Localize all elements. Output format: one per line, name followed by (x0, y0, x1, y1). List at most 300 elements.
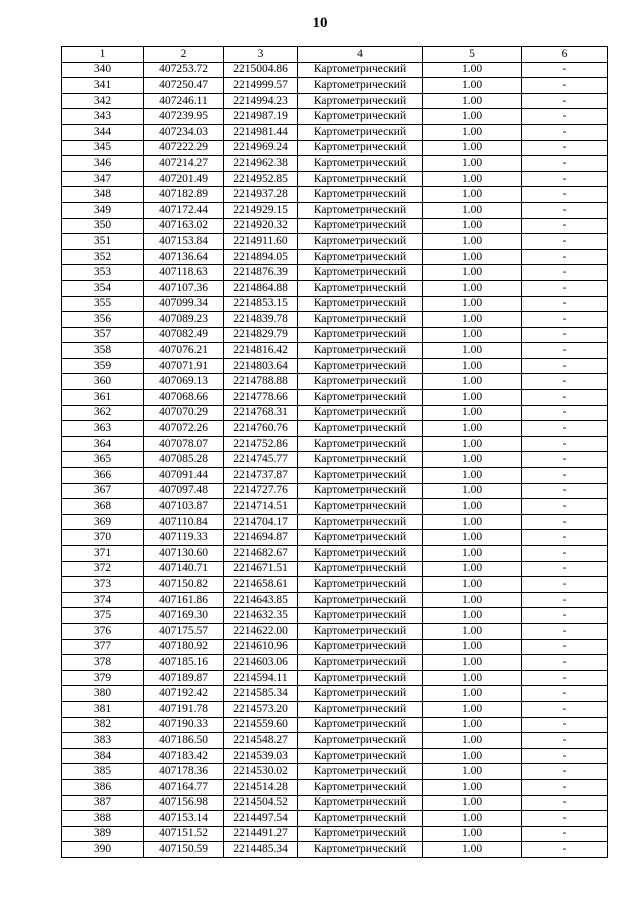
note-cell: - (522, 701, 608, 717)
accuracy-cell: 1.00 (423, 733, 522, 749)
x-coordinate-cell: 407070.29 (144, 405, 224, 421)
note-cell: - (522, 764, 608, 780)
method-cell: Картометрический (298, 639, 423, 655)
x-coordinate-cell: 407156.98 (144, 795, 224, 811)
point-number-cell: 357 (62, 327, 144, 343)
x-coordinate-cell: 407078.07 (144, 436, 224, 452)
note-cell: - (522, 436, 608, 452)
note-cell: - (522, 296, 608, 312)
method-cell: Картометрический (298, 140, 423, 156)
point-number-cell: 369 (62, 514, 144, 530)
table-row (62, 577, 608, 593)
point-number-cell: 366 (62, 468, 144, 484)
point-number-cell: 342 (62, 93, 144, 109)
x-coordinate-cell: 407253.72 (144, 62, 224, 78)
point-number-cell: 381 (62, 701, 144, 717)
y-coordinate-cell: 2214594.11 (224, 670, 298, 686)
y-coordinate-cell: 2214952.85 (224, 171, 298, 187)
note-cell: - (522, 842, 608, 858)
column-header: 6 (522, 47, 608, 63)
y-coordinate-cell: 2214937.28 (224, 187, 298, 203)
x-coordinate-cell: 407234.03 (144, 124, 224, 140)
note-cell: - (522, 156, 608, 172)
y-coordinate-cell: 2214816.42 (224, 343, 298, 359)
accuracy-cell: 1.00 (423, 530, 522, 546)
x-coordinate-cell: 407222.29 (144, 140, 224, 156)
point-number-cell: 387 (62, 795, 144, 811)
point-number-cell: 365 (62, 452, 144, 468)
note-cell: - (522, 124, 608, 140)
method-cell: Картометрический (298, 826, 423, 842)
note-cell: - (522, 826, 608, 842)
x-coordinate-cell: 407150.59 (144, 842, 224, 858)
table-row (62, 62, 608, 78)
method-cell: Картометрический (298, 343, 423, 359)
x-coordinate-cell: 407201.49 (144, 171, 224, 187)
y-coordinate-cell: 2214962.38 (224, 156, 298, 172)
table-row (62, 405, 608, 421)
note-cell: - (522, 686, 608, 702)
point-number-cell: 349 (62, 202, 144, 218)
point-number-cell: 364 (62, 436, 144, 452)
x-coordinate-cell: 407246.11 (144, 93, 224, 109)
accuracy-cell: 1.00 (423, 187, 522, 203)
table-row (62, 764, 608, 780)
method-cell: Картометрический (298, 530, 423, 546)
accuracy-cell: 1.00 (423, 265, 522, 281)
method-cell: Картометрический (298, 202, 423, 218)
point-number-cell: 343 (62, 109, 144, 125)
accuracy-cell: 1.00 (423, 483, 522, 499)
method-cell: Картометрический (298, 670, 423, 686)
method-cell: Картометрический (298, 62, 423, 78)
point-number-cell: 371 (62, 546, 144, 562)
point-number-cell: 354 (62, 280, 144, 296)
y-coordinate-cell: 2214632.35 (224, 608, 298, 624)
table-row (62, 655, 608, 671)
accuracy-cell: 1.00 (423, 701, 522, 717)
table-row (62, 530, 608, 546)
table-row (62, 374, 608, 390)
note-cell: - (522, 343, 608, 359)
point-number-cell: 370 (62, 530, 144, 546)
point-number-cell: 380 (62, 686, 144, 702)
point-number-cell: 351 (62, 234, 144, 250)
y-coordinate-cell: 2214839.78 (224, 312, 298, 328)
accuracy-cell: 1.00 (423, 436, 522, 452)
y-coordinate-cell: 2214737.87 (224, 468, 298, 484)
x-coordinate-cell: 407151.52 (144, 826, 224, 842)
table-row (62, 124, 608, 140)
x-coordinate-cell: 407072.26 (144, 421, 224, 437)
method-cell: Картометрический (298, 327, 423, 343)
coordinates-table (61, 46, 608, 858)
note-cell: - (522, 811, 608, 827)
point-number-cell: 372 (62, 561, 144, 577)
accuracy-cell: 1.00 (423, 327, 522, 343)
note-cell: - (522, 93, 608, 109)
table-row (62, 390, 608, 406)
note-cell: - (522, 358, 608, 374)
table-row (62, 93, 608, 109)
method-cell: Картометрический (298, 717, 423, 733)
accuracy-cell: 1.00 (423, 124, 522, 140)
header-row (62, 47, 608, 63)
x-coordinate-cell: 407250.47 (144, 78, 224, 94)
note-cell: - (522, 546, 608, 562)
accuracy-cell: 1.00 (423, 140, 522, 156)
table-row (62, 312, 608, 328)
x-coordinate-cell: 407239.95 (144, 109, 224, 125)
point-number-cell: 383 (62, 733, 144, 749)
method-cell: Картометрический (298, 795, 423, 811)
note-cell: - (522, 280, 608, 296)
table-row (62, 670, 608, 686)
point-number-cell: 360 (62, 374, 144, 390)
accuracy-cell: 1.00 (423, 156, 522, 172)
x-coordinate-cell: 407164.77 (144, 779, 224, 795)
page-number: 10 (312, 15, 328, 31)
table-row (62, 109, 608, 125)
accuracy-cell: 1.00 (423, 577, 522, 593)
column-header: 3 (224, 47, 298, 63)
x-coordinate-cell: 407153.14 (144, 811, 224, 827)
x-coordinate-cell: 407136.64 (144, 249, 224, 265)
accuracy-cell: 1.00 (423, 514, 522, 530)
y-coordinate-cell: 2214671.51 (224, 561, 298, 577)
point-number-cell: 346 (62, 156, 144, 172)
table-row (62, 202, 608, 218)
x-coordinate-cell: 407118.63 (144, 265, 224, 281)
x-coordinate-cell: 407163.02 (144, 218, 224, 234)
column-header: 1 (62, 47, 144, 63)
table-header (62, 47, 608, 63)
y-coordinate-cell: 2214622.00 (224, 623, 298, 639)
accuracy-cell: 1.00 (423, 452, 522, 468)
y-coordinate-cell: 2214778.66 (224, 390, 298, 406)
method-cell: Картометрический (298, 234, 423, 250)
y-coordinate-cell: 2214610.96 (224, 639, 298, 655)
method-cell: Картометрический (298, 483, 423, 499)
x-coordinate-cell: 407169.30 (144, 608, 224, 624)
table-row (62, 187, 608, 203)
table-row (62, 452, 608, 468)
note-cell: - (522, 187, 608, 203)
y-coordinate-cell: 2214994.23 (224, 93, 298, 109)
y-coordinate-cell: 2214745.77 (224, 452, 298, 468)
x-coordinate-cell: 407140.71 (144, 561, 224, 577)
note-cell: - (522, 405, 608, 421)
x-coordinate-cell: 407185.16 (144, 655, 224, 671)
point-number-cell: 377 (62, 639, 144, 655)
table-row (62, 748, 608, 764)
x-coordinate-cell: 407089.23 (144, 312, 224, 328)
y-coordinate-cell: 2214658.61 (224, 577, 298, 593)
point-number-cell: 347 (62, 171, 144, 187)
point-number-cell: 355 (62, 296, 144, 312)
accuracy-cell: 1.00 (423, 592, 522, 608)
accuracy-cell: 1.00 (423, 468, 522, 484)
method-cell: Картометрический (298, 187, 423, 203)
y-coordinate-cell: 2214485.34 (224, 842, 298, 858)
y-coordinate-cell: 2214727.76 (224, 483, 298, 499)
accuracy-cell: 1.00 (423, 405, 522, 421)
x-coordinate-cell: 407186.50 (144, 733, 224, 749)
accuracy-cell: 1.00 (423, 93, 522, 109)
method-cell: Картометрический (298, 733, 423, 749)
method-cell: Картометрический (298, 156, 423, 172)
method-cell: Картометрический (298, 405, 423, 421)
table-row (62, 811, 608, 827)
point-number-cell: 386 (62, 779, 144, 795)
method-cell: Картометрический (298, 514, 423, 530)
y-coordinate-cell: 2214969.24 (224, 140, 298, 156)
method-cell: Картометрический (298, 78, 423, 94)
note-cell: - (522, 483, 608, 499)
method-cell: Картометрический (298, 296, 423, 312)
x-coordinate-cell: 407214.27 (144, 156, 224, 172)
x-coordinate-cell: 407068.66 (144, 390, 224, 406)
table-row (62, 546, 608, 562)
note-cell: - (522, 218, 608, 234)
x-coordinate-cell: 407150.82 (144, 577, 224, 593)
method-cell: Картометрический (298, 436, 423, 452)
method-cell: Картометрический (298, 655, 423, 671)
accuracy-cell: 1.00 (423, 811, 522, 827)
note-cell: - (522, 733, 608, 749)
y-coordinate-cell: 2214603.06 (224, 655, 298, 671)
x-coordinate-cell: 407076.21 (144, 343, 224, 359)
x-coordinate-cell: 407153.84 (144, 234, 224, 250)
point-number-cell: 367 (62, 483, 144, 499)
y-coordinate-cell: 2214752.86 (224, 436, 298, 452)
method-cell: Картометрический (298, 608, 423, 624)
x-coordinate-cell: 407161.86 (144, 592, 224, 608)
x-coordinate-cell: 407085.28 (144, 452, 224, 468)
method-cell: Картометрический (298, 312, 423, 328)
y-coordinate-cell: 2214803.64 (224, 358, 298, 374)
note-cell: - (522, 670, 608, 686)
point-number-cell: 340 (62, 62, 144, 78)
y-coordinate-cell: 2214911.60 (224, 234, 298, 250)
point-number-cell: 348 (62, 187, 144, 203)
point-number-cell: 352 (62, 249, 144, 265)
note-cell: - (522, 312, 608, 328)
note-cell: - (522, 655, 608, 671)
note-cell: - (522, 249, 608, 265)
y-coordinate-cell: 2215004.86 (224, 62, 298, 78)
note-cell: - (522, 592, 608, 608)
x-coordinate-cell: 407189.87 (144, 670, 224, 686)
accuracy-cell: 1.00 (423, 374, 522, 390)
note-cell: - (522, 234, 608, 250)
x-coordinate-cell: 407172.44 (144, 202, 224, 218)
table-row (62, 78, 608, 94)
point-number-cell: 358 (62, 343, 144, 359)
point-number-cell: 379 (62, 670, 144, 686)
accuracy-cell: 1.00 (423, 546, 522, 562)
accuracy-cell: 1.00 (423, 795, 522, 811)
y-coordinate-cell: 2214694.87 (224, 530, 298, 546)
note-cell: - (522, 171, 608, 187)
y-coordinate-cell: 2214548.27 (224, 733, 298, 749)
table-row (62, 842, 608, 858)
table-row (62, 327, 608, 343)
point-number-cell: 378 (62, 655, 144, 671)
accuracy-cell: 1.00 (423, 296, 522, 312)
y-coordinate-cell: 2214643.85 (224, 592, 298, 608)
accuracy-cell: 1.00 (423, 421, 522, 437)
y-coordinate-cell: 2214999.57 (224, 78, 298, 94)
method-cell: Картометрический (298, 592, 423, 608)
table-row (62, 421, 608, 437)
y-coordinate-cell: 2214987.19 (224, 109, 298, 125)
point-number-cell: 363 (62, 421, 144, 437)
method-cell: Картометрический (298, 468, 423, 484)
table-row (62, 468, 608, 484)
method-cell: Картометрический (298, 842, 423, 858)
accuracy-cell: 1.00 (423, 249, 522, 265)
table-row (62, 343, 608, 359)
note-cell: - (522, 140, 608, 156)
y-coordinate-cell: 2214585.34 (224, 686, 298, 702)
x-coordinate-cell: 407071.91 (144, 358, 224, 374)
table-row (62, 218, 608, 234)
table-row (62, 561, 608, 577)
accuracy-cell: 1.00 (423, 171, 522, 187)
note-cell: - (522, 577, 608, 593)
accuracy-cell: 1.00 (423, 358, 522, 374)
method-cell: Картометрический (298, 546, 423, 562)
y-coordinate-cell: 2214682.67 (224, 546, 298, 562)
y-coordinate-cell: 2214768.31 (224, 405, 298, 421)
point-number-cell: 341 (62, 78, 144, 94)
note-cell: - (522, 327, 608, 343)
point-number-cell: 382 (62, 717, 144, 733)
note-cell: - (522, 468, 608, 484)
note-cell: - (522, 78, 608, 94)
method-cell: Картометрический (298, 124, 423, 140)
point-number-cell: 368 (62, 499, 144, 515)
x-coordinate-cell: 407119.33 (144, 530, 224, 546)
note-cell: - (522, 561, 608, 577)
x-coordinate-cell: 407182.89 (144, 187, 224, 203)
x-coordinate-cell: 407175.57 (144, 623, 224, 639)
x-coordinate-cell: 407191.78 (144, 701, 224, 717)
method-cell: Картометрический (298, 499, 423, 515)
method-cell: Картометрический (298, 623, 423, 639)
y-coordinate-cell: 2214876.39 (224, 265, 298, 281)
note-cell: - (522, 499, 608, 515)
y-coordinate-cell: 2214981.44 (224, 124, 298, 140)
y-coordinate-cell: 2214929.15 (224, 202, 298, 218)
table-row (62, 280, 608, 296)
y-coordinate-cell: 2214829.79 (224, 327, 298, 343)
note-cell: - (522, 795, 608, 811)
accuracy-cell: 1.00 (423, 842, 522, 858)
accuracy-cell: 1.00 (423, 62, 522, 78)
table-row (62, 234, 608, 250)
table-row (62, 686, 608, 702)
note-cell: - (522, 514, 608, 530)
accuracy-cell: 1.00 (423, 655, 522, 671)
table-row (62, 499, 608, 515)
point-number-cell: 384 (62, 748, 144, 764)
method-cell: Картометрический (298, 171, 423, 187)
accuracy-cell: 1.00 (423, 109, 522, 125)
table-row (62, 779, 608, 795)
point-number-cell: 375 (62, 608, 144, 624)
y-coordinate-cell: 2214573.20 (224, 701, 298, 717)
point-number-cell: 350 (62, 218, 144, 234)
note-cell: - (522, 390, 608, 406)
accuracy-cell: 1.00 (423, 561, 522, 577)
table-row (62, 826, 608, 842)
accuracy-cell: 1.00 (423, 608, 522, 624)
accuracy-cell: 1.00 (423, 234, 522, 250)
column-header: 5 (423, 47, 522, 63)
y-coordinate-cell: 2214559.60 (224, 717, 298, 733)
x-coordinate-cell: 407180.92 (144, 639, 224, 655)
accuracy-cell: 1.00 (423, 202, 522, 218)
point-number-cell: 385 (62, 764, 144, 780)
table-row (62, 140, 608, 156)
method-cell: Картометрический (298, 280, 423, 296)
note-cell: - (522, 374, 608, 390)
table-row (62, 296, 608, 312)
y-coordinate-cell: 2214788.88 (224, 374, 298, 390)
x-coordinate-cell: 407082.49 (144, 327, 224, 343)
table-row (62, 701, 608, 717)
y-coordinate-cell: 2214530.02 (224, 764, 298, 780)
method-cell: Картометрический (298, 701, 423, 717)
note-cell: - (522, 779, 608, 795)
y-coordinate-cell: 2214539.03 (224, 748, 298, 764)
note-cell: - (522, 265, 608, 281)
x-coordinate-cell: 407190.33 (144, 717, 224, 733)
method-cell: Картометрический (298, 561, 423, 577)
x-coordinate-cell: 407183.42 (144, 748, 224, 764)
method-cell: Картометрический (298, 811, 423, 827)
method-cell: Картометрический (298, 93, 423, 109)
point-number-cell: 374 (62, 592, 144, 608)
note-cell: - (522, 62, 608, 78)
y-coordinate-cell: 2214864.88 (224, 280, 298, 296)
point-number-cell: 376 (62, 623, 144, 639)
note-cell: - (522, 452, 608, 468)
column-header: 4 (298, 47, 423, 63)
y-coordinate-cell: 2214894.05 (224, 249, 298, 265)
table-body (62, 62, 608, 857)
table-row (62, 436, 608, 452)
note-cell: - (522, 717, 608, 733)
table-row (62, 795, 608, 811)
accuracy-cell: 1.00 (423, 779, 522, 795)
x-coordinate-cell: 407103.87 (144, 499, 224, 515)
method-cell: Картометрический (298, 686, 423, 702)
table-row (62, 265, 608, 281)
table-row (62, 483, 608, 499)
note-cell: - (522, 639, 608, 655)
point-number-cell: 344 (62, 124, 144, 140)
accuracy-cell: 1.00 (423, 390, 522, 406)
column-header: 2 (144, 47, 224, 63)
y-coordinate-cell: 2214504.52 (224, 795, 298, 811)
y-coordinate-cell: 2214760.76 (224, 421, 298, 437)
method-cell: Картометрический (298, 249, 423, 265)
table-row (62, 249, 608, 265)
accuracy-cell: 1.00 (423, 623, 522, 639)
